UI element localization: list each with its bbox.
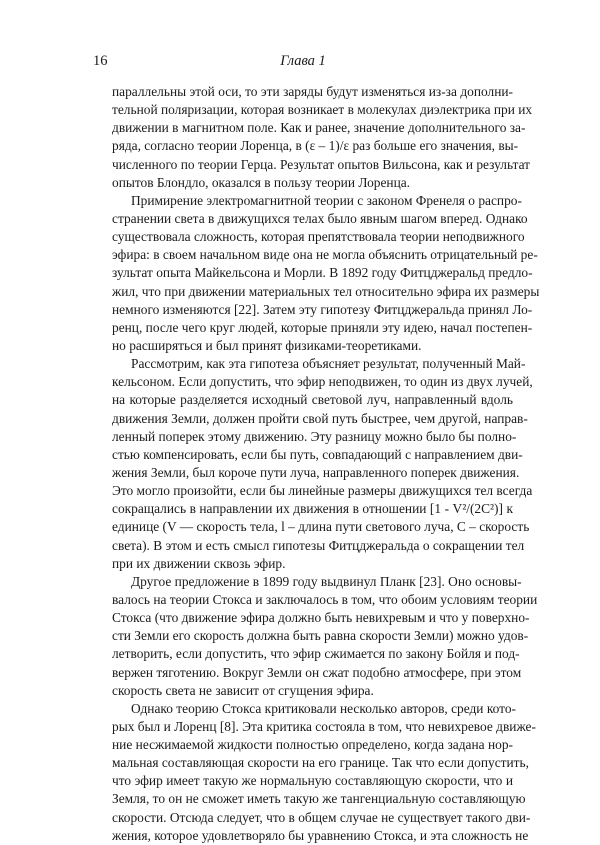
text-line: движении в магнитном поле. Как и ранее, значение дополнительного за- xyxy=(112,120,526,136)
text-line: что эфир имеет такую же нормальную составляющую скорости, что и xyxy=(112,773,513,789)
text-line: опытов Блондло, оказался в пользу теории Лоренца. xyxy=(112,174,411,190)
text-line: ленный поперек этому движению. Эту разницу можно было бы полно- xyxy=(112,428,517,444)
text-line: ренц, после чего круг людей, которые приняли эту идею, начал постепен- xyxy=(112,319,533,335)
text-line: Однако теорию Стокса критиковали несколько авторов, среди кото- xyxy=(131,700,516,716)
text-line: движения Земли, должен пройти свой путь быстрее, чем другой, направ- xyxy=(112,410,528,426)
text-line: зультат опыта Майкельсона и Морли. В 1892 году Фитцджеральд предло- xyxy=(112,265,533,281)
text-line: существовала сложность, которая препятствовала теории неподвижного xyxy=(112,229,525,245)
text-line: ние несжимаемой жидкости полностью определено, когда задана нор- xyxy=(112,737,513,753)
text-line: сти Земли его скорость должна быть равна скорости Земли) можно удов- xyxy=(112,628,529,644)
page-header xyxy=(93,53,513,73)
text-line: света). В этом и есть смысл гипотезы Фитцджеральда о сокращении тел xyxy=(112,537,525,553)
paragraph xyxy=(112,192,540,355)
paragraph xyxy=(112,355,533,573)
text-line: ряда, согласно теории Лоренца, в (ε – 1)/ε раз больше его значения, вы- xyxy=(112,138,519,154)
text-line: стью компенсировать, если бы путь, совпадающий с направлением дви- xyxy=(112,446,523,462)
paragraph xyxy=(112,83,533,192)
text-line: рых был и Лоренц [8]. Эта критика состояла в том, что невихревое движе- xyxy=(112,718,536,734)
text-line: кельсоном. Если допустить, что эфир неподвижен, то один из двух лучей, xyxy=(112,374,533,390)
text-line: Земля, то он не сможет иметь такую же тангенциальную составляющую xyxy=(112,791,526,807)
text-line: скорость света не зависит от сгущения эфира. xyxy=(112,682,374,698)
text-line: эфира: в своем начальном виде она не могла объяснить отрицательный ре- xyxy=(112,247,538,263)
chapter-title: Глава 1 xyxy=(280,53,326,69)
text-line: численного по теории Герца. Результат опытов Вильсона, как и результат xyxy=(112,156,531,172)
text-line: вержен тяготению. Вокруг Земли он сжат подобно атмосфере, при этом xyxy=(112,664,522,680)
text-line: сокращались в направлении их движения в отношении [1 - V²/(2C²)] к xyxy=(112,501,513,517)
text-line: при их движении сквозь эфир. xyxy=(112,555,286,571)
page-number: 16 xyxy=(93,53,108,69)
text-line: Другое предложение в 1899 году выдвинул Планк [23]. Оно основы- xyxy=(131,573,522,589)
text-line: тельной поляризации, которая возникает в молекулах диэлектрика при их xyxy=(112,102,533,118)
paragraph xyxy=(112,573,538,700)
text-line: Примирение электромагнитной теории с законом Френеля о распро- xyxy=(131,192,522,208)
text-line: странении света в движущихся телах было явным шагом вперед. Однако xyxy=(112,210,528,226)
text-line: жения, которое удовлетворяло бы уравнению Стокса, и эта сложность не xyxy=(112,827,529,843)
text-line: летворить, если допустить, что эфир сжимается по закону Бойля и под- xyxy=(112,646,520,662)
text-line: валось на теории Стокса и заключалось в том, что обоим условиям теории xyxy=(112,591,538,607)
text-line: Рассмотрим, как эта гипотеза объясняет результат, полученный Май- xyxy=(131,356,526,372)
body-text xyxy=(112,83,540,845)
text-line: жения Земли, был короче пути луча, направленного поперек движения. xyxy=(112,464,520,480)
text-line: параллельны этой оси, то эти заряды будут изменяться из-за дополни- xyxy=(112,84,513,99)
text-line: скорости. Отсюда следует, что в общем случае не существует такого дви- xyxy=(112,809,531,825)
text-line: Это могло произойти, если бы линейные размеры движущихся тел всегда xyxy=(112,483,533,499)
text-line: немного изменяются [22]. Затем эту гипотезу Фитцджеральда принял Ло- xyxy=(112,301,533,317)
text-line: Стокса (что движение эфира должно быть невихревым и что у поверхно- xyxy=(112,610,530,626)
text-line: единице (V — скорость тела, l – длина пути светового луча, C – скорость xyxy=(112,519,530,535)
paragraph xyxy=(112,700,536,845)
text-line: на которые разделяется исходный световой луч, направленный вдоль xyxy=(112,392,513,408)
text-line: жил, что при движении материальных тел относительно эфира их размеры xyxy=(112,283,540,299)
text-line: но расширяться и был принят физиками-теоретиками. xyxy=(112,337,422,353)
text-line: мальная составляющая скорости на его границе. Так что если допустить, xyxy=(112,755,529,771)
